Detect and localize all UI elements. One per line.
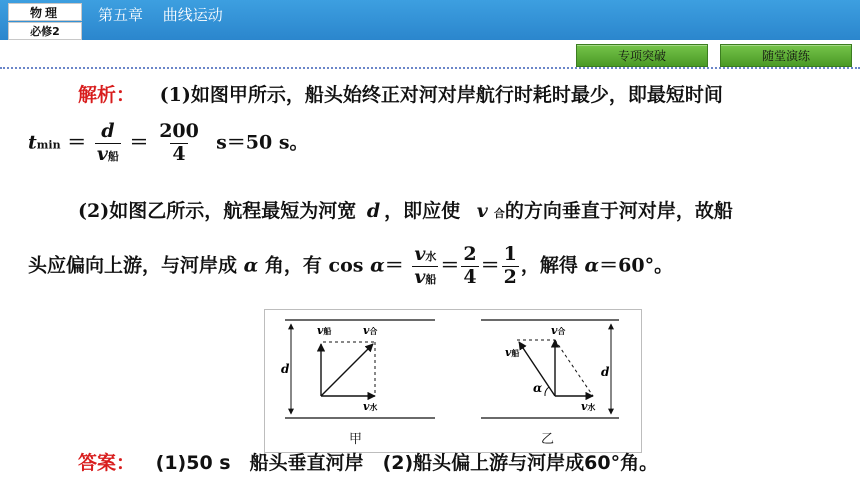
right-dashed-diagonal <box>555 340 593 396</box>
frac2-denominator: 4 <box>172 142 186 165</box>
frac3-den-sub: 船 <box>425 272 437 286</box>
nav-special-topics-button[interactable]: 专项突破 <box>576 44 708 67</box>
equals-sign: ＝ <box>440 254 460 277</box>
frac3-numerator: v <box>414 243 426 265</box>
fraction-vwater-over-vboat <box>412 245 438 288</box>
river-width-symbol: d <box>366 200 381 222</box>
alpha-symbol: α <box>370 254 385 277</box>
frac3-denominator: v <box>414 265 426 288</box>
fraction-200-over-4 <box>157 122 201 165</box>
answer-text: (1)50 s 船头垂直河岸 (2)船头偏上游与河岸成60°角。 <box>155 452 659 474</box>
alpha-symbol: α <box>243 254 259 277</box>
volume-tab[interactable]: 必修2 <box>8 22 82 40</box>
solution-part3-text-a: 头应偏向上游，与河岸成 <box>28 254 238 277</box>
v-sum-subscript: 合 <box>493 207 505 220</box>
solution-line-3 <box>78 196 733 223</box>
solution-part3-text-c: ，解得 <box>520 254 578 277</box>
frac1-denominator: v <box>96 142 108 165</box>
equals-sign: ＝ <box>480 254 500 277</box>
solution-label: 解析： <box>78 84 136 106</box>
solution-part2-text-c: 的方向垂直于河对岸，故船 <box>504 200 733 222</box>
frac3-num-sub: 水 <box>425 250 437 263</box>
alpha-symbol: α <box>584 254 600 277</box>
frac1-numerator: d <box>101 120 115 142</box>
right-resultant-velocity-label: v合 <box>551 324 566 337</box>
velocity-diagram-svg <box>265 310 641 452</box>
left-water-velocity-label: v水 <box>363 400 378 413</box>
equals-sign: ＝ <box>67 131 87 154</box>
left-figure-caption: 甲 <box>349 432 363 447</box>
t-subscript: min <box>36 138 61 152</box>
fraction-1-over-2 <box>502 245 519 288</box>
frac5-denominator: 2 <box>503 265 517 288</box>
solution-part2-text-a: (2)如图乙所示，航程最短为河宽 <box>78 200 357 222</box>
left-boat-velocity-label: v船 <box>317 324 332 337</box>
v-sum-symbol: v <box>476 200 488 222</box>
header-divider <box>0 67 860 69</box>
frac4-denominator: 4 <box>463 265 477 288</box>
solution-part3-text-b: 角，有 cos <box>264 254 364 277</box>
subject-tab[interactable]: 物理 <box>8 3 82 21</box>
velocity-diagram-figure <box>264 309 642 453</box>
left-resultant-velocity-arrow <box>321 344 373 396</box>
equals-sign: ＝ <box>129 131 149 154</box>
solution-part2-text-b: ，即应使 <box>384 200 461 222</box>
right-angle-arc <box>545 387 549 396</box>
t-symbol: t <box>28 131 37 154</box>
fraction-2-over-4 <box>461 245 478 288</box>
frac5-numerator: 1 <box>503 243 517 265</box>
nav-practice-button[interactable]: 随堂演练 <box>720 44 852 67</box>
frac4-numerator: 2 <box>463 243 477 265</box>
fraction-d-over-v <box>95 122 121 165</box>
right-water-velocity-label: v水 <box>581 400 596 413</box>
chapter-title: 第五章 曲线运动 <box>98 6 223 24</box>
frac1-den-sub: 船 <box>107 149 119 163</box>
solution-line-1 <box>78 80 723 107</box>
answer-label: 答案： <box>78 452 136 474</box>
right-width-label: d <box>601 365 610 379</box>
solution-line-2 <box>28 122 309 165</box>
solution-part3-text-d: ＝60°。 <box>599 254 674 277</box>
solution-part1-text: (1)如图甲所示，船头始终正对河对岸航行时耗时最少，即最短时间 <box>159 84 723 106</box>
right-angle-label: α <box>533 381 543 395</box>
result-time: s＝50 s。 <box>209 131 309 154</box>
solution-line-4 <box>28 245 673 288</box>
header-bar <box>0 0 860 40</box>
right-figure-caption: 乙 <box>541 432 555 447</box>
left-resultant-velocity-label: v合 <box>363 324 378 337</box>
equals-sign: ＝ <box>384 254 404 277</box>
right-boat-velocity-label: v船 <box>505 346 520 359</box>
answer-line <box>78 448 658 475</box>
left-width-label: d <box>281 362 290 376</box>
frac2-numerator: 200 <box>159 120 199 142</box>
